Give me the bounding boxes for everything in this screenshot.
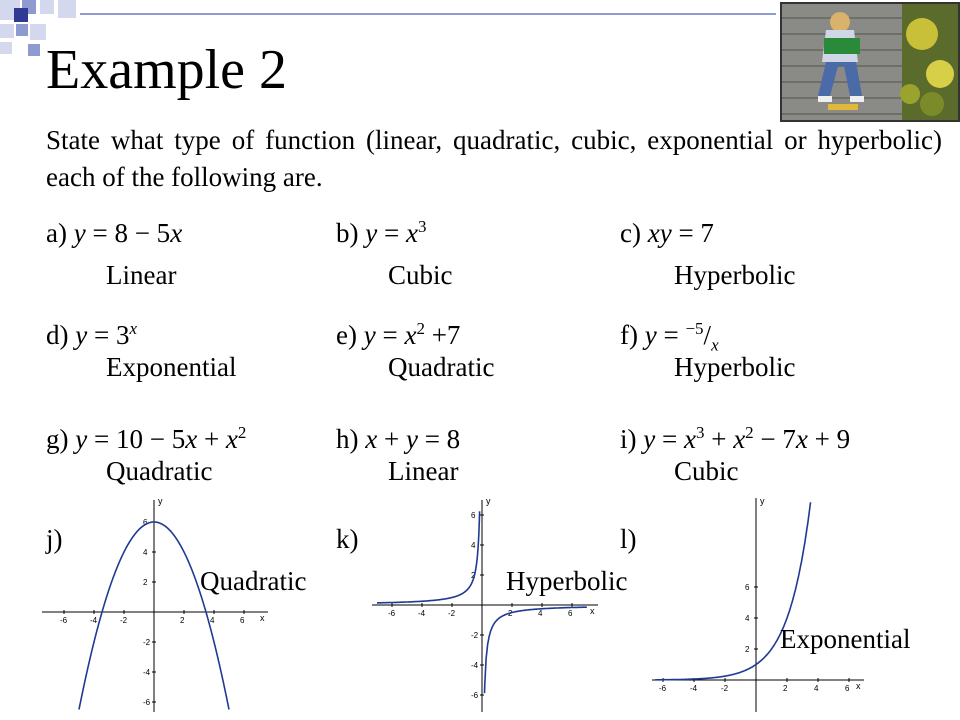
deco-square [58,0,76,18]
item-label: i) [620,424,637,454]
graph-j-x-tick-label: -4 [90,616,98,625]
graph-l-x-tick-label: -2 [721,684,729,693]
graph-j-x-tick-label: 2 [180,616,185,625]
graph-l-y-tick-label: 6 [745,583,750,592]
graph-l-y-axis-label: y [760,496,765,506]
item-g-question: g) $y = 10 - 5x + x^2$ [46,423,247,454]
item-a-answer: Linear [106,260,177,290]
graph-k-y-tick-label: -6 [471,691,479,700]
item-e-answer: Quadratic [388,352,495,382]
item-c-answer: Hyperbolic [674,260,796,290]
item-f-question: f) $y = ^{-5}/_x$ [620,319,719,355]
item-b-answer: Cubic [388,260,453,290]
graph-l-x-tick-label: 4 [814,684,819,693]
graph-l-x-tick-label: 6 [845,684,850,693]
item-d-answer: Exponential [106,352,237,382]
graph-l-y-tick-label: 4 [745,614,750,623]
graph-j-y-tick-label: 6 [143,518,148,527]
graph-j-x-tick-label: -6 [60,616,68,625]
graph-k-y-tick-label: -4 [471,661,479,670]
item-l-label: l) [620,524,637,554]
item-h-answer: Linear [388,456,459,486]
item-a-question: a) y = 8 − 5x [46,218,183,248]
graph-k-y-tick-label: 4 [471,541,476,550]
deco-square [16,24,28,36]
student-reading-photo [780,2,960,122]
graph-k-x-tick-label: 6 [568,609,573,618]
graph-k-x-tick-label: -6 [388,609,396,618]
photo-illustration [782,4,958,120]
graph-j-quadratic [40,494,276,716]
graph-l-x-tick-label: 2 [783,684,788,693]
graph-l-exponential [650,494,870,716]
graph-k-hyperbola [370,494,602,716]
item-j-answer: Quadratic [200,566,307,596]
item-c-question: c) xy = 7 [620,218,714,248]
graph-j-axes [42,500,268,712]
item-l-answer: Exponential [780,624,911,654]
graph-j-y-tick-label: -2 [143,638,151,647]
graph-k-y-tick-label: 6 [471,511,476,520]
item-e-question: e) $y = x^2 +7$ [336,319,461,350]
graph-j-y-tick-label: 4 [143,548,148,557]
graph-k-x-tick-label: 2 [508,609,513,618]
graph-l-y-tick-label: 2 [745,645,750,654]
graph-k-x-tick-label: 4 [538,609,543,618]
top-rule [80,13,776,15]
graph-k-x-axis-label: x [590,606,595,616]
item-label: c) [620,218,641,248]
graph-k-x-tick-label: -2 [448,609,456,618]
graph-j-x-tick-label: 4 [210,616,215,625]
graph-l-x-axis-label: x [856,681,861,691]
item-k-label: k) [336,524,359,554]
item-h-question: h) x + y = 8 [336,424,461,454]
item-label: f) [620,320,638,350]
item-f-answer: Hyperbolic [674,352,796,382]
deco-square [28,44,40,56]
graph-j-y-tick-label: -6 [143,698,151,707]
item-g-answer: Quadratic [106,456,213,486]
graph-l-x-tick-label: -4 [690,684,698,693]
item-label: e) [336,320,357,350]
item-label: h) [336,424,359,454]
graph-j-y-tick-label: -4 [143,668,151,677]
slide-title: Example 2 [46,39,288,101]
item-i-question: i) $y = x^3 + x^2 - 7x + 9$ [620,423,851,454]
deco-square [0,24,14,38]
deco-square [14,8,28,22]
deco-square [30,24,46,40]
item-label: b) [336,218,359,248]
graph-k-y-tick-label: 2 [471,571,476,580]
deco-square [0,42,12,54]
item-i-answer: Cubic [674,456,739,486]
graph-k-y-tick-label: -2 [471,631,479,640]
graph-k-hyperbola-branch-left [377,511,480,603]
item-d-question: d) $y = 3^x$ [46,319,138,350]
graph-l-x-tick-label: -6 [659,684,667,693]
item-k-answer: Hyperbolic [506,566,628,596]
graph-j-y-axis-label: y [158,496,163,506]
item-label: g) [46,424,69,454]
item-label: a) [46,218,67,248]
graph-j-x-axis-label: x [260,613,265,623]
graph-j-y-tick-label: 2 [143,578,148,587]
graph-k-y-axis-label: y [486,496,491,506]
graph-j-x-tick-label: 6 [240,616,245,625]
item-b-question: b) $y = x^3$ [336,217,427,248]
item-j-label: j) [46,524,63,554]
item-label: d) [46,320,69,350]
deco-square [40,0,54,14]
graph-k-hyperbola-branch-right [485,607,587,693]
graph-k-x-tick-label: -4 [418,609,426,618]
graph-j-x-tick-label: -2 [120,616,128,625]
intro-text: State what type of function (linear, quadratic, cubic, exponential or hyperbolic) each of the following are. [46,125,942,192]
